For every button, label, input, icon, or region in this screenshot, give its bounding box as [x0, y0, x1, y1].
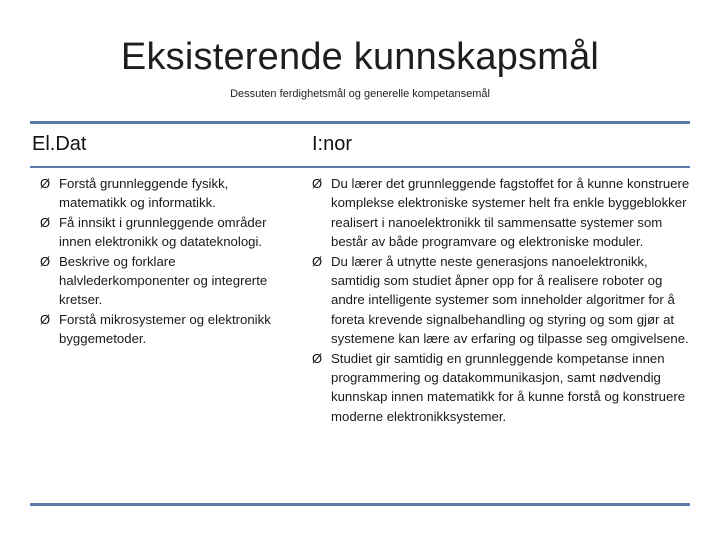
- arrow-bullet-icon: Ø: [312, 176, 323, 191]
- column-header-eldat: El.Dat: [32, 133, 87, 155]
- arrow-bullet-icon: Ø: [40, 176, 51, 191]
- list-item: [312, 252, 692, 349]
- list-item-text: Forstå grunnleggende fysikk, matematikk og informatikk.: [59, 176, 229, 211]
- arrow-bullet-icon: Ø: [40, 253, 51, 269]
- arrow-bullet-icon: Ø: [312, 253, 323, 269]
- list-item-text: Studiet gir samtidig en grunnleggende kompetanse innen programmering og datakommunikasjon, samt nødvendig kunnskap innen matematikk for å kunne forstå og konstruere moderne elektronikksystemer.: [331, 350, 686, 424]
- slide-title: Eksisterende kunnskapsmål: [120, 36, 600, 78]
- list-item: [40, 310, 272, 349]
- list-item: [40, 252, 272, 310]
- column-header-inor: I:nor: [312, 133, 353, 155]
- list-item-text: Du lærer å utnytte neste generasjons nanoelektronikk, samtidig som studiet åpner opp for å realisere roboter og andre intelligente systemer som inneholder algoritmer for å foreta krevende signalbehandling og styring og som gjør at systemene kan lære av erfaring og tilpasse seg omgivelsene.: [331, 253, 689, 347]
- list-item-text: Forstå mikrosystemer og elektronikk byggemetoder.: [59, 311, 271, 347]
- inor-goal-list: [312, 174, 692, 426]
- list-item-text: Få innsikt i grunnleggende områder innen elektronikk og datateknologi.: [59, 214, 267, 250]
- list-item: [312, 349, 692, 427]
- list-item-text: Du lærer det grunnleggende fagstoffet for å kunne konstruere komplekse elektroniske systemer helt fra enkle byggeblokker realisert i nanoelektronikk til sammensatte systemer som består av både programvare og elektroniske moduler.: [331, 176, 690, 250]
- list-item: [40, 213, 272, 252]
- eldat-column: [40, 174, 272, 349]
- slide-subtitle: Dessuten ferdighetsmål og generelle kompetansemål: [230, 88, 490, 100]
- list-item-text: Beskrive og forklare halvlederkomponenter og integrerte kretser.: [59, 253, 268, 308]
- list-item: [312, 174, 692, 252]
- arrow-bullet-icon: Ø: [40, 214, 51, 230]
- inor-column: [312, 174, 692, 426]
- list-item: [40, 174, 272, 213]
- arrow-bullet-icon: Ø: [312, 350, 323, 366]
- table-bottom-rule: [30, 503, 690, 506]
- eldat-goal-list: [40, 174, 272, 349]
- header-divider-rule: [30, 166, 690, 168]
- table-top-rule: [30, 121, 690, 124]
- arrow-bullet-icon: Ø: [40, 311, 51, 327]
